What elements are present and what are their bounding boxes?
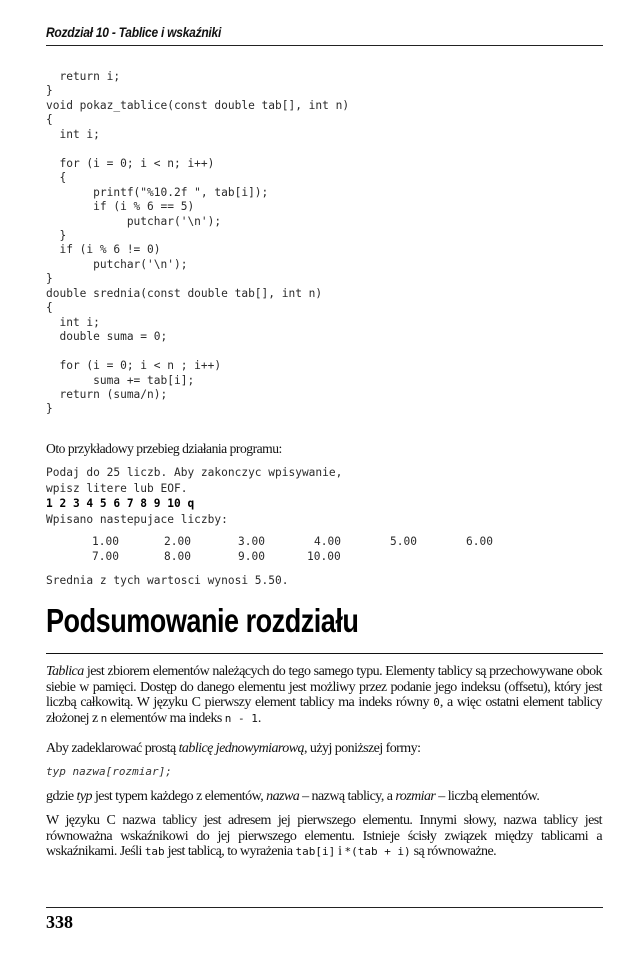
section-title-rule — [46, 653, 603, 654]
term-rozmiar: rozmiar — [395, 789, 436, 804]
code-line: void pokaz_tablice(const double tab[], int n) — [46, 98, 350, 112]
running-head: Rozdział 10 - Tablice i wskaźniki — [46, 24, 222, 40]
summary-paragraph-pointers — [46, 813, 602, 860]
value-cell: 1.00 — [92, 535, 119, 548]
term-typ: typ — [76, 789, 92, 804]
average-line: Srednia z tych wartosci wynosi 5.50. — [46, 574, 289, 587]
code-line: if (i % 6 == 5) — [46, 200, 195, 214]
text-run: elementów ma indeks — [107, 710, 225, 726]
text-run: jest typem każdego z elementów, — [92, 789, 267, 804]
inline-code: 0 — [433, 696, 440, 709]
value-cell: 2.00 — [164, 535, 191, 548]
code-line: } — [46, 272, 53, 286]
code-line: { — [46, 301, 53, 315]
inline-code: n - 1 — [224, 711, 258, 725]
code-line: putchar('\n'); — [46, 257, 188, 271]
value-cell: 7.00 — [92, 550, 119, 563]
term-nazwa: nazwa — [266, 789, 300, 804]
term-tablica: Tablica — [46, 664, 84, 679]
output-line: Podaj do 25 liczb. Aby zakonczyc wpisywanie, — [46, 466, 343, 479]
inline-code: n — [100, 711, 108, 725]
code-line: double suma = 0; — [46, 330, 168, 344]
summary-paragraph-syntax-explanation — [46, 789, 602, 805]
code-line: { — [46, 171, 67, 185]
text-run: są równoważne. — [410, 844, 497, 859]
code-listing — [46, 70, 349, 417]
header-rule — [46, 45, 603, 46]
output-line: Wpisano nastepujace liczby: — [46, 512, 228, 526]
code-line: } — [46, 402, 53, 416]
text-run: W języku C nazwa tablicy jest adresem jej pierwszego elementu. Innymi słowy, nazwa tablicy jest równoważna wskaźnikowi do jej pierwszego elementu. Istnieje ścisły związek między tablicami a wskaźnikami. Jeśli — [46, 813, 602, 859]
code-line: double srednia(const double tab[], int n) — [46, 286, 323, 300]
intro-text: Oto przykładowy przebieg działania programu: — [46, 442, 282, 457]
program-output — [46, 465, 342, 527]
inline-code: tab[i] — [295, 845, 336, 858]
text-run: jest zbiorem elementów należących do tego samego typu. Elementy tablicy są przechowywane obok siebie w pamięci. Dostęp do danego elementu jest możliwy przez podanie jego indeksu (offsetu), który jest liczbą całkowitą. W języku C pierwszy element tablicy ma indeks równy — [46, 664, 602, 710]
value-cell: 8.00 — [164, 550, 191, 563]
value-cell: 9.00 — [238, 550, 265, 563]
code-line: } — [46, 228, 67, 242]
code-line: return (suma/n); — [46, 387, 168, 401]
section-title: Podsumowanie rozdziału — [46, 602, 359, 639]
text-run: – nazwą tablicy, a — [299, 789, 396, 804]
value-cell: 3.00 — [238, 535, 265, 548]
text-run: Aby zadeklarować prostą — [46, 741, 179, 756]
text-run: – liczbą elementów. — [435, 789, 540, 804]
value-cell: 4.00 — [314, 535, 341, 548]
inline-code: tab — [144, 845, 165, 858]
code-line: int i; — [46, 127, 100, 141]
term-one-dimensional-array: tablicę jednowymiarową — [178, 741, 304, 756]
text-run: i — [335, 844, 345, 859]
code-line: if (i % 6 != 0) — [46, 243, 161, 257]
code-line: putchar('\n'); — [46, 214, 222, 228]
text-run: , użyj poniższej formy: — [304, 741, 421, 756]
value-cell: 10.00 — [307, 550, 341, 563]
summary-paragraph-declaration — [46, 741, 602, 757]
code-line: printf("%10.2f ", tab[i]); — [46, 185, 269, 199]
code-line: } — [46, 84, 53, 98]
page-number: 338 — [46, 912, 73, 932]
text-run: jest tablicą, to wyrażenia — [164, 844, 296, 859]
declaration-syntax: typ nazwa[rozmiar]; — [46, 765, 172, 778]
inline-code: *(tab + i) — [344, 845, 411, 858]
code-line: return i; — [46, 70, 121, 83]
user-input-line: 1 2 3 4 5 6 7 8 9 10 q — [46, 497, 195, 510]
output-line: wpisz litere lub EOF. — [46, 481, 188, 495]
code-line: suma += tab[i]; — [46, 373, 195, 387]
text-run: . — [257, 710, 261, 726]
text-run: gdzie — [46, 789, 77, 804]
code-line: for (i = 0; i < n; i++) — [46, 156, 215, 170]
footer-rule — [46, 907, 603, 908]
code-line: { — [46, 113, 53, 127]
value-cell: 6.00 — [466, 535, 493, 548]
value-cell: 5.00 — [390, 535, 417, 548]
text-run: , a więc ostatni element tablicy złożonej z — [46, 695, 602, 726]
code-line: int i; — [46, 315, 100, 329]
summary-paragraph-array-definition — [46, 664, 602, 726]
code-line: for (i = 0; i < n ; i++) — [46, 359, 222, 373]
